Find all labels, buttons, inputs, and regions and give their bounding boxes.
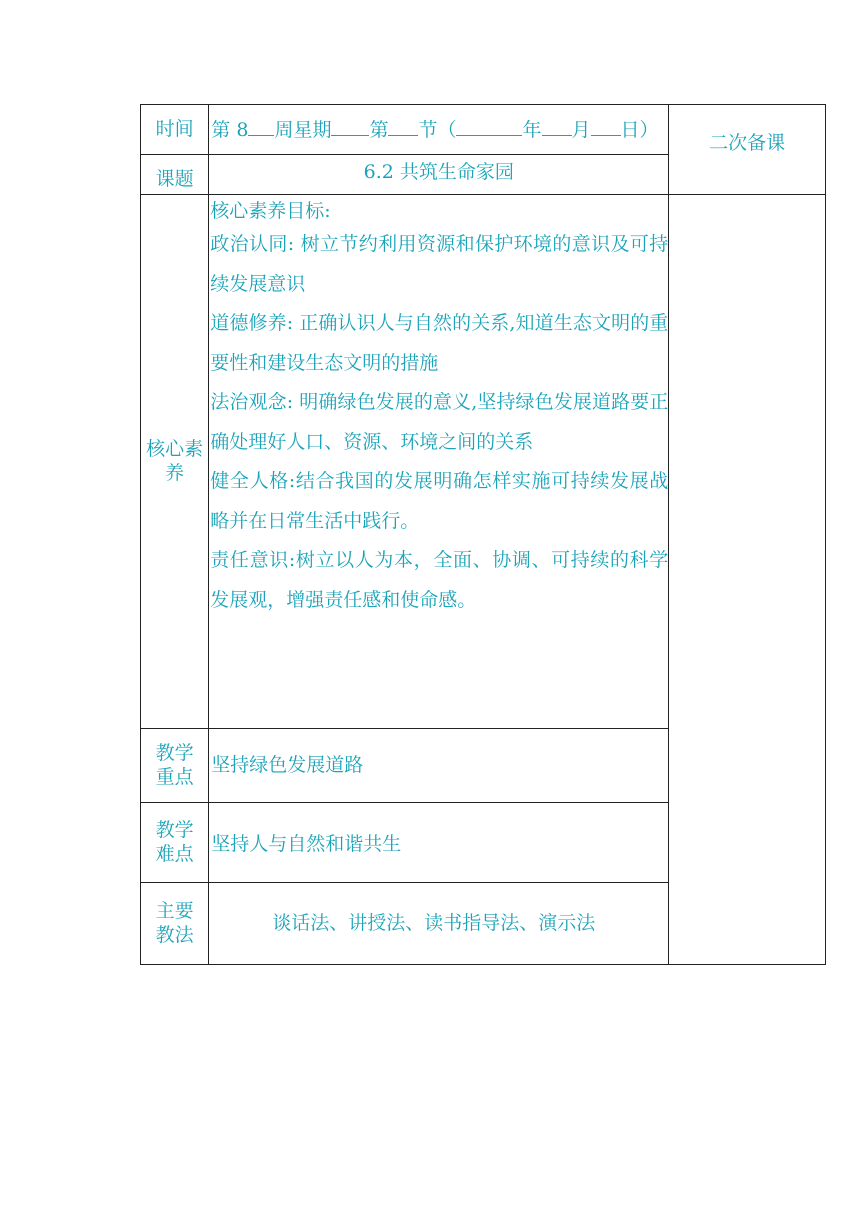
week-prefix: 第 8	[211, 118, 249, 141]
year-blank	[456, 117, 522, 136]
goal-rule-of-law: 法治观念: 明确绿色发展的意义,坚持绿色发展道路要正确处理好人口、资源、环境之间的关系	[210, 391, 669, 453]
month-text: 月	[571, 118, 591, 141]
core-literacy-row	[141, 195, 826, 729]
period-blank	[388, 117, 418, 136]
title-label: 课题	[141, 155, 209, 195]
lesson-title: 6.2 共筑生命家园	[209, 155, 669, 195]
weekday-text: 周星期	[274, 118, 332, 141]
difficulty-label: 教学 难点	[141, 803, 209, 883]
weekday-blank	[331, 117, 369, 136]
time-value	[209, 105, 669, 155]
month-blank	[542, 117, 572, 136]
goal-political: 政治认同: 树立节约利用资源和保护环境的意识及可持续发展意识	[210, 233, 669, 295]
goal-responsibility: 责任意识:树立以人为本，全面、协调、可持续的科学发展观，增强责任感和使命感。	[210, 549, 669, 611]
method-label: 主要 教法	[141, 883, 209, 965]
goal-personality: 健全人格:结合我国的发展明确怎样实施可持续发展战略并在日常生活中践行。	[210, 470, 669, 532]
second-prep-area	[669, 195, 826, 965]
core-literacy-goals	[209, 195, 669, 729]
second-prep-header: 二次备课	[669, 105, 826, 195]
day-text: 日）	[620, 118, 659, 141]
time-label: 时间	[141, 105, 209, 155]
key-points-value: 坚持绿色发展道路	[209, 729, 669, 803]
week-blank	[248, 117, 274, 136]
time-row	[141, 105, 826, 155]
core-literacy-label: 核心素 养	[141, 195, 209, 729]
method-value: 谈话法、讲授法、读书指导法、演示法	[209, 883, 669, 965]
year-text: 年	[522, 118, 542, 141]
period-prefix: 第	[369, 118, 389, 141]
goals-heading: 核心素养目标:	[210, 200, 331, 222]
lesson-plan-table	[140, 104, 826, 965]
key-points-label: 教学 重点	[141, 729, 209, 803]
goal-moral: 道德修养: 正确认识人与自然的关系,知道生态文明的重要性和建设生态文明的措施	[210, 312, 669, 374]
day-blank	[591, 117, 621, 136]
period-suffix: 节（	[418, 118, 457, 141]
difficulty-value: 坚持人与自然和谐共生	[209, 803, 669, 883]
